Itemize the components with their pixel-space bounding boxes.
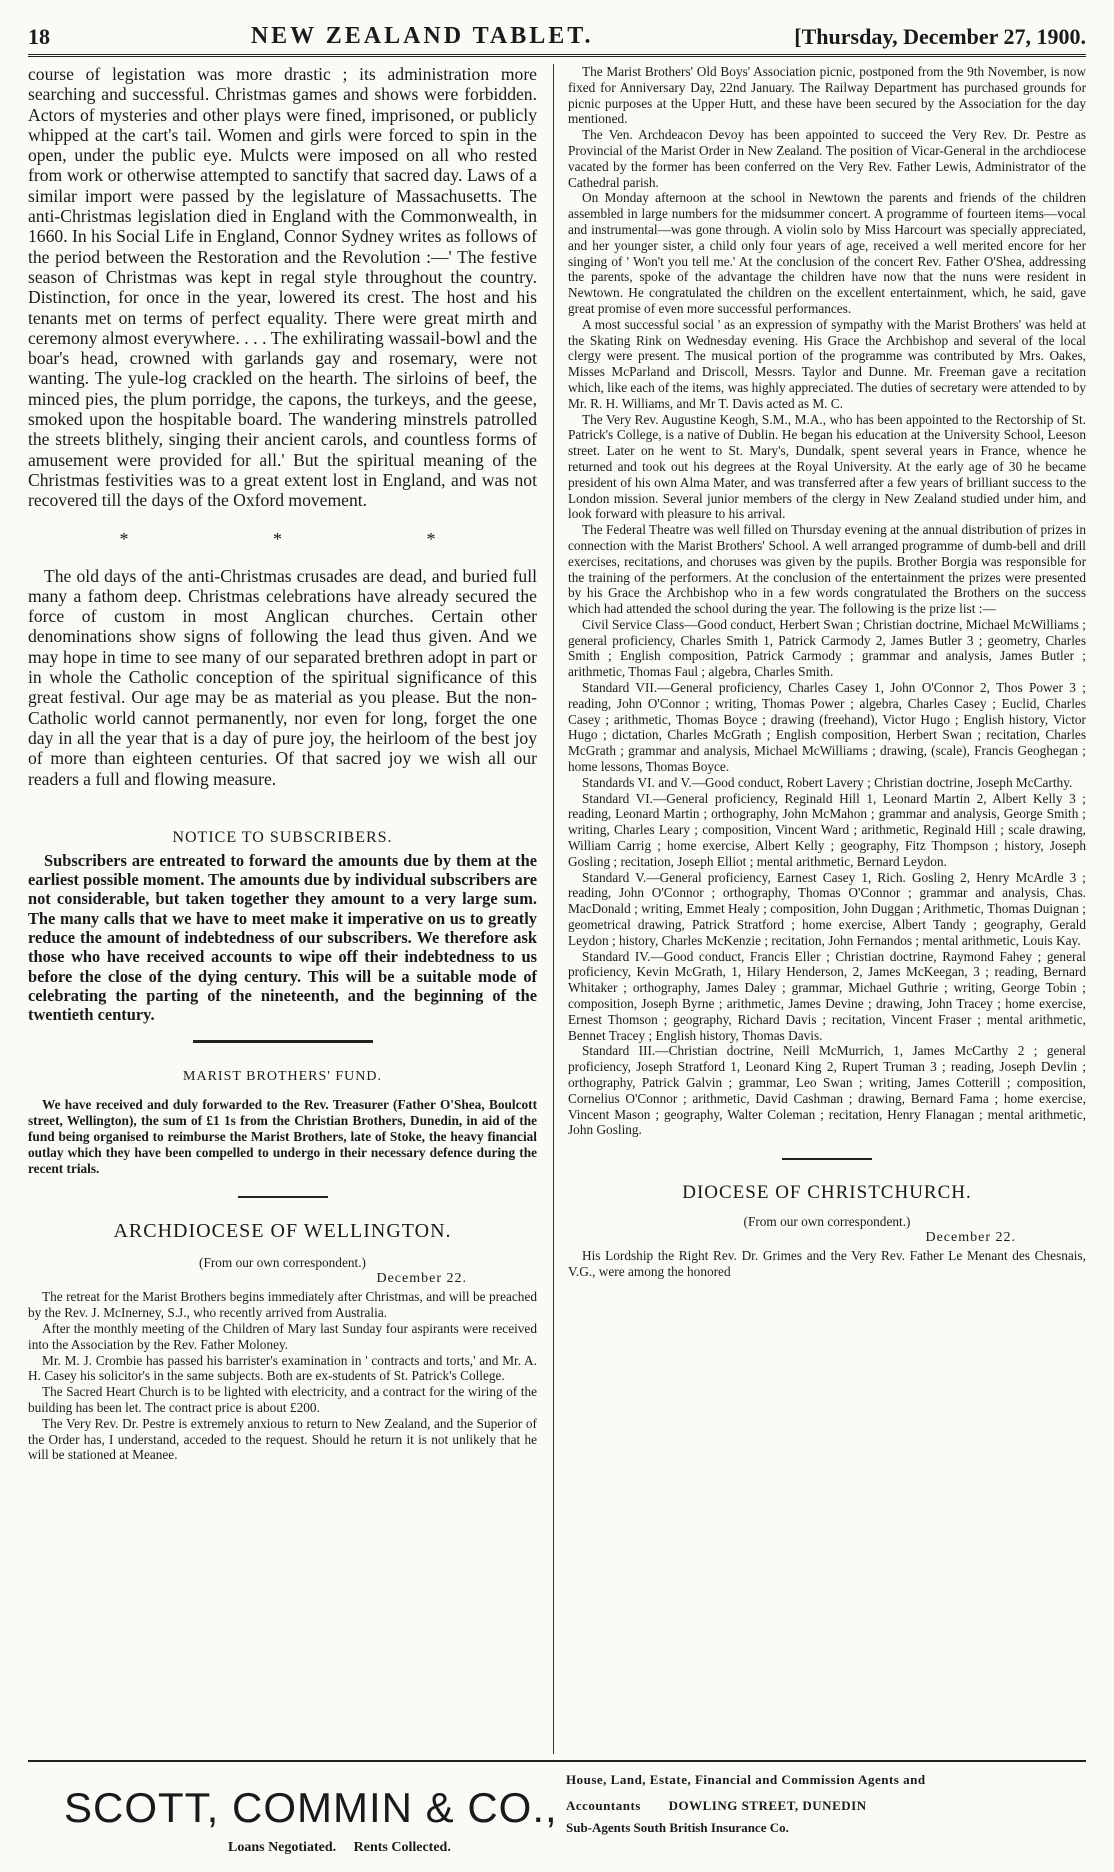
newspaper-title: NEW ZEALAND TABLET. <box>250 23 594 49</box>
news-paragraph: The Federal Theatre was well filled on Thursday evening at the annual distribution of prizes in connection with the Marist Brothers' School. A well arranged programme of dumb-bell and drill exercises, recitations, and choruses was given by the pupils. Brother Borgia was responsible for the training of the performers. At the conclusion of the entertainment the prizes were presented by his Grace the Archbishop who in a few words congratulated the Brothers on the success which had attended the school during the year. The following is the prize list :— <box>568 522 1086 617</box>
loans-rents <box>228 1840 451 1856</box>
section-stars: * * * <box>119 528 506 549</box>
christmas-essay-part1 <box>28 64 537 511</box>
news-paragraph: The Very Rev. Augustine Keogh, S.M., M.A., who has been appointed to the Rectorship of St. Patrick's College, is a native of Dublin. He began his education at the University School, Leeson street. Later on he went to St. Mary's, Dundalk, spent several years in France, whence he returned and took out his degrees at the Royal University. At the early age of 30 he became president of his own Alma Mater, and was transferred after a few years of brilliant success to the London mission. Several junior members of the clergy in New Zealand studied under him, and look forward with pleasure to his arrival. <box>568 411 1086 522</box>
prize-list-item: Civil Service Class—Good conduct, Herbert Swan ; Christian doctrine, Michael McWilliams ; general proficiency, Charles Smith 1, Patrick Carmody 2, James Butler 3 ; geometry, Charles Smith ; English composition, Patrick Carmody ; grammar and analysis, James Butler ; arithmetic, Thomas Faul ; algebra, Charles Smith. <box>568 616 1086 680</box>
rents-text: Rents Collected. <box>353 1840 451 1855</box>
notice-to-subscribers <box>28 851 537 1025</box>
accountants-text: Accountants <box>566 1798 641 1813</box>
fund-body: We have received and duly forwarded to the Rev. Treasurer (Father O'Shea, Boulcott street, Wellington), the sum of £1 1s from the Christian Brothers, Dunedin, in aid of the fund being organised to reimburse the Marist Brothers, late of Stoke, the heavy financial outlay which they have been compelled to undergo in their necessary defence during the recent trials. <box>28 1097 537 1176</box>
address-line <box>566 1798 891 1814</box>
agents-line: House, Land, Estate, Financial and Commission Agents and <box>566 1772 926 1787</box>
dateline: December 22. <box>376 1271 467 1287</box>
christchurch-news <box>568 1248 1086 1280</box>
page-header <box>28 10 1086 57</box>
dateline: December 22. <box>925 1230 1016 1246</box>
marist-fund <box>28 1097 537 1176</box>
issue-date: [Thursday, December 27, 1900. <box>794 24 1086 49</box>
columns <box>28 64 1086 1754</box>
notice-body: Subscribers are entreated to forward the amounts due by them at the earliest possible moment. The amounts due by individual subscribers are not considerable, but taken together they amount to a very large sum. The many calls that we have to meet make it imperative on us to greatly reduce the amount of indebtedness of our subscribers. We therefore ask those who have received accounts to wipe off their indebtedness to us before the close of the dying century. This will be a suitable mode of celebrating the parting of the nineteenth, and the beginning of the twentieth century. <box>28 850 537 1025</box>
news-paragraph: The retreat for the Marist Brothers begins immediately after Christmas, and will be preached by the Rev. J. McInerney, S.J., who recently arrived from Australia. <box>28 1289 537 1321</box>
divider <box>193 1040 373 1047</box>
essay-paragraph: course of legistation was more drastic ; its administration more searching and successful. Christmas games and shows were forbidden. Actors of mysteries and other plays were fined, imprisoned, or publicly whipped at the cart's tail. Women and girls were forced to spin in the open, under the public eye. Mulcts were imposed on all who rested from work or otherwise attempted to sanctify that sacred day. Laws of a similar import were passed by the legislature of Massachusetts. The anti-Christmas legislation died in England with the Commonwealth, in 1660. In his Social Life in England, Connor Sydney writes as follows of the period between the Restoration and the Revolution :—' The festive season of Christmas was kept in regal style throughout the country. Distinction, for once in the year, lowered its crest. The host and his tenants met on terms of perfect equality. There were great mirth and ceremony almost everywhere. . . . The exhilirating wassail-bowl and the boar's head, crowned with garlands gay and rosemary, were not wanting. The yule-log crackled on the hearth. The sirloins of beef, the minced pies, the plum porridge, the capons, the turkeys, and the geese, smoked upon the hospitable board. The wandering minstrels patrolled the streets blithely, singing their ancient carols, and countless forms of amusement were provided for all.' But the spiritual meaning of the Christmas festivities was to a great extent lost in England, and was not recovered till the days of the Oxford movement. <box>28 64 537 511</box>
news-paragraph: His Lordship the Right Rev. Dr. Grimes and the Very Rev. Father Le Menant des Chesnais, V.G., were among the honored <box>568 1248 1086 1279</box>
essay-paragraph: The old days of the anti-Christmas crusades are dead, and buried full many a fathom deep. Christmas celebrations have already secured the force of custom in most Anglican churches. Certain other denominations show signs of following the lead thus given. And we may hope in time to see many of our separated brethren adopt in part or in whole the Catholic conception of the spiritual significance of this great festival. Our age may be as material as you please. But the non-Catholic world cannot permanently, nor even for long, forget the one day in all the year that is a day of pure joy, the heirloom of the best joy of more than eighteen centuries. Of that sacred joy we wish all our readers a full and flowing measure. <box>28 565 537 789</box>
news-paragraph: The Ven. Archdeacon Devoy has been appointed to succeed the Very Rev. Dr. Pestre as Provincial of the Marist Order in New Zealand. The position of Vicar-General in the archdiocese vacated by the former has been conferred on the Very Rev. Father Lewis, Administrator of the Cathedral parish. <box>568 127 1086 190</box>
divider <box>782 1158 872 1164</box>
christmas-essay-part2 <box>28 566 537 789</box>
news-paragraph: On Monday afternoon at the school in Newtown the parents and friends of the children assembled in large numbers for the midsummer concert. A programme of fourteen items—vocal and instrumental—was gone through. A violin solo by Miss Harcourt was specially appreciated, and her younger sister, a child only four years of age, received a well merited encore for her singing of ' Won't you tell me.' At the conclusion of the concert Rev. Father O'Shea, addressing the parents, spoke of the advantage the children have now that the nuns were resident in Newtown. He congratulated the children on the excellent entertainment, which, he said, gave great promise of even more successful performances. <box>568 190 1086 316</box>
sub-agents-line: Sub-Agents South British Insurance Co. <box>566 1820 789 1835</box>
street-text: DOWLING STREET, DUNEDIN <box>668 1798 867 1813</box>
prize-list-item: Standards VI. and V.—Good conduct, Robert Lavery ; Christian doctrine, Joseph McCarthy. <box>582 774 1073 790</box>
archdiocese-news <box>28 1289 537 1463</box>
right-column <box>554 64 1086 1754</box>
left-column <box>28 64 553 1754</box>
notice-heading: NOTICE TO SUBSCRIBERS. <box>172 828 393 846</box>
firm-name: SCOTT, COMMIN & CO., <box>64 1784 558 1831</box>
prize-list-item: Standard VII.—General proficiency, Charles Casey 1, John O'Connor 2, Thos Power 3 ; reading, John O'Connor ; writing, Thomas Power ; algebra, Charles Casey ; Euclid, Charles Casey ; arithmetic, Thomas Boyce ; drawing (freehand), Victor Hugo ; English history, Victor Hugo ; dictation, Charles McGrath ; English composition, Herbert Swan ; recitation, Charles McGrath ; grammar and analysis, Michael McWilliams ; drawing, (scale), Francis Geoghegan ; home lessons, Thomas Boyce. <box>568 680 1086 775</box>
news-paragraph: Mr. M. J. Crombie has passed his barrister's examination in ' contracts and torts,' and Mr. A. H. Casey his solicitor's in the same subjects. Both are ex-students of St. Patrick's College. <box>28 1352 537 1384</box>
prize-list-item: Standard III.—Christian doctrine, Neill McMurrich, 1, James McCarthy 2 ; general proficiency, Joseph Stratford 1, Leonard King 2, Rupert Truman 3 ; reading, Joseph Devlin ; orthography, Patrick Galvin ; grammar, Leo Swan ; writing, James Cotterill ; composition, Cornelius O'Connor ; arithmetic, David Cashman ; drawing, Bernard Fama ; home exercise, Vincent Mason ; geography, Walter Coleman ; recitation, Henry Flanagan ; mental arithmetic, John Gosling. <box>568 1043 1086 1138</box>
prize-list-item: Standard VI.—General proficiency, Reginald Hill 1, Leonard Martin 2, Albert Kelly 3 ; reading, Leonard Martin ; orthography, John McMahon ; grammar and analysis, George Smith ; writing, Charles Leary ; composition, Vincent Ward ; arithmetic, Reginald Hill ; scale drawing, William Carrig ; home exercise, Albert Kelly ; geography, Fitz Thompson ; history, Joseph Gosling ; recitation, Joseph Elliot ; mental arithmetic, Bernard Leydon. <box>568 790 1086 869</box>
divider <box>238 1196 328 1202</box>
news-paragraph: A most successful social ' as an expression of sympathy with the Marist Brothers' was held at the Skating Rink on Wednesday evening. His Grace the Archbishop and several of the local clergy were present. The musical portion of the programme was contributed by Mrs. Oakes, Misses McParland and Driscoll, Messrs. Taylor and Dunne. Mr. Freeman gave a recitation which, like each of the items, was highly appreciated. The duties of secretary were attended to by Mr. R. H. Williams, and Mr T. Davis acted as M. C. <box>568 316 1086 411</box>
wellington-news <box>568 64 1086 1138</box>
prize-list-item: Standard IV.—Good conduct, Francis Eller ; Christian doctrine, Raymond Fahey ; general proficiency, Kevin McGrath, 1, Hilary Henderson, 2, James McKeegan, 3 ; reading, Bernard Whitaker ; orthography, James Daley ; grammar, Michael Guthrie ; writing, George Tobin ; composition, Joseph Byrne ; arithmetic, James Devine ; drawing, John Tracey ; home exercise, Ernest Thomson ; geography, Richard Davis ; recitation, Vincent Fraser ; mental arithmetic, Bennet Tracey ; English history, Thomas Davis. <box>568 948 1086 1043</box>
from-correspondent: (From our own correspondent.) <box>199 1255 366 1271</box>
page-number: 18 <box>28 24 50 49</box>
from-correspondent: (From our own correspondent.) <box>743 1214 911 1230</box>
prize-list-item: Standard V.—General proficiency, Earnest Casey 1, Rich. Gosling 2, Henry McArdle 3 ; reading, John O'Connor ; orthography, Thomas O'Connor ; grammar and analysis, Chas. MacDonald ; writing, Emmet Healy ; composition, John Duggan ; Arithmetic, Thomas Duignan ; geometrical drawing, Patrick Stratford ; home exercise, Albert Tandy ; geography, Gerald Leydon ; history, Charles McKenzie ; recitation, John Fernandos ; mental arithmetic, Louis Kay. <box>568 869 1086 948</box>
news-paragraph: The Sacred Heart Church is to be lighted with electricity, and a contract for the wiring of the building has been let. The contract price is about £200. <box>28 1384 537 1416</box>
loans-text: Loans Negotiated. <box>228 1840 337 1855</box>
fund-heading: MARIST BROTHERS' FUND. <box>183 1069 382 1085</box>
advertisement <box>28 1760 1086 1868</box>
christchurch-heading: DIOCESE OF CHRISTCHURCH. <box>682 1182 972 1204</box>
news-paragraph: After the monthly meeting of the Children of Mary last Sunday four aspirants were received into the Association by the Rev. Father Moloney. <box>28 1321 537 1352</box>
archdiocese-heading: ARCHDIOCESE OF WELLINGTON. <box>113 1220 452 1243</box>
news-paragraph: The Marist Brothers' Old Boys' Association picnic, postponed from the 9th November, is now fixed for Anniversary Day, 22nd January. The Railway Department has purchased grounds for picnic purposes at the Upper Hutt, and these have been secured by the Association for the day mentioned. <box>568 64 1086 127</box>
news-paragraph: The Very Rev. Dr. Pestre is extremely anxious to return to New Zealand, and the Superior of the Order has, I understand, acceded to the request. Should he return it is not unlikely that he will be stationed at Meanee. <box>28 1415 537 1463</box>
